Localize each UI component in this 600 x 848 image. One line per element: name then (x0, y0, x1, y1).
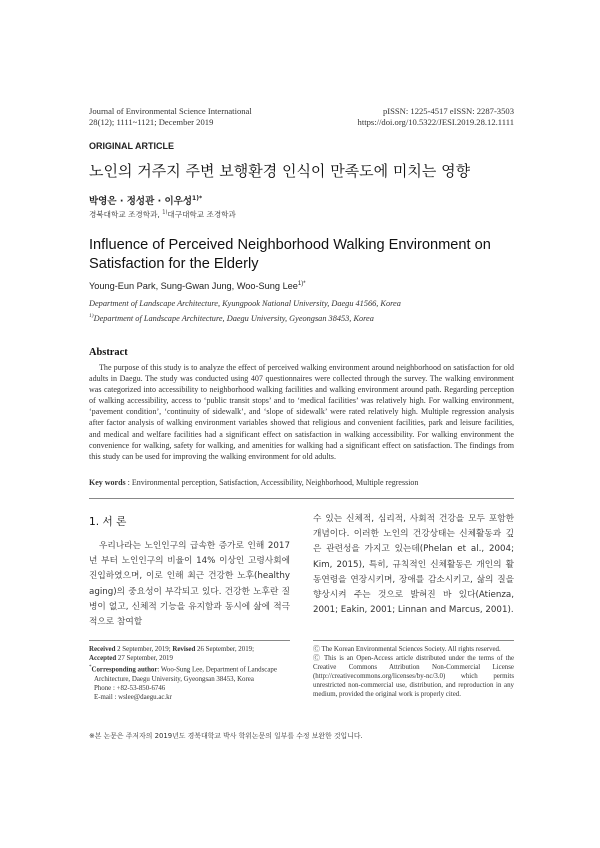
footnote-left (89, 645, 294, 702)
english-affiliations (89, 297, 401, 325)
section1-left-paragraph: 우리나라는 노인인구의 급속한 증가로 인해 2017년 부터 노인인구의 비율이 14% 이상인 고령사회에 진입하였으며, 이로 인해 최근 건강한 노후(healthy aging)의 중요성이 부각되고 있다. 건강한 노후란 질병이 없고, 신체적 기능을 유지함과 동시에 삶에 적극적으로 참여할 (89, 541, 290, 628)
keywords-label: Key words (89, 478, 126, 487)
english-author-names: Young-Eun Park, Sung-Gwan Jung, Woo-Sung Lee (89, 281, 298, 292)
english-affil2-sup: 1) (89, 313, 94, 319)
english-title-line1: Influence of Perceived Neighborhood Walking Environment on (89, 237, 491, 253)
english-title-line2: Satisfaction for the Elderly (89, 256, 259, 272)
corresponding-line (89, 663, 294, 674)
license-text: Ⓒ This is an Open-Access article distributed under the terms of the Creative Commons Attribution Non-Commercial License (http://creativecommons.org/licenses/by-nc/3.0) which permits unrestricted non-commercial use, distribution, and reproduction in any medium, provided the original work is properly cited. (313, 655, 514, 699)
keywords (89, 478, 418, 487)
copyright-line: Ⓒ The Korean Environmental Sciences Society. All rights reserved. (313, 646, 501, 653)
divider (89, 498, 514, 499)
korean-affil-a: 경북대학교 조경학과, (89, 210, 163, 219)
korean-affiliation (89, 209, 236, 220)
footnote-right (313, 645, 514, 700)
korean-affil-b: 대구대학교 조경학과 (167, 210, 236, 219)
korean-author-names: 박영은 · 정성관 · 이우성 (89, 196, 193, 207)
corr-label: Corresponding author (91, 666, 158, 674)
corr-email[interactable]: E-mail : wslee@daegu.ac.kr (94, 693, 172, 701)
english-affil2-text: Department of Landscape Architecture, Daegu University, Gyeongsan 38453, Korea (93, 313, 374, 323)
corr-address: Architecture, Daegu University, Gyeongsan 38453, Korea (94, 675, 254, 683)
journal-issn: pISSN: 1225-4517 eISSN: 2287-3503 (382, 106, 514, 116)
received-label: Received (89, 646, 116, 653)
journal-header-left (89, 106, 252, 128)
journal-name: Journal of Environmental Science International (89, 106, 252, 116)
received-date: 2 September, 2019; (115, 646, 173, 653)
journal-header-right (358, 106, 514, 128)
section-heading: 1. 서 론 (89, 516, 127, 528)
received-line (89, 645, 294, 654)
english-authors (89, 281, 306, 291)
section1-right-paragraph: 수 있는 신체적, 심리적, 사회적 건강을 모두 포함한 개념이다. 이러한 노인의 건강상태는 신체활동과 깊은 관련성을 가지고 있는데(Phelan et al., 2004; Kim, 2015), 특히, 규칙적인 신체활동은 개인의 활동연령을 연장시키며, 장애를 감소시키고, 삶의 질을 향상시켜 주는 것으로 밝혀진 바 있다(Atienza, 2001; Eakin, 2001; Linnan and Marcus, 2001). (313, 514, 514, 616)
english-affil-2 (89, 310, 401, 325)
english-author-sup: 1)* (297, 281, 306, 287)
footnote-divider-left (89, 640, 290, 641)
revised-label: Revised (172, 646, 196, 653)
english-title (89, 236, 491, 274)
keywords-text: : Environmental perception, Satisfaction, Accessibility, Neighborhood, Multiple regression (125, 478, 419, 487)
article-type: ORIGINAL ARTICLE (89, 141, 174, 151)
english-affil-1: Department of Landscape Architecture, Kyungpook National University, Daegu 41566, Korea (89, 299, 401, 308)
accepted-label: Accepted (89, 655, 117, 663)
abstract-text: The purpose of this study is to analyze the effect of perceived walking environment around neighborhood on satisfaction for old adults in Daegu. The study was conducted using 407 questionnaires were collected through the survey. The walking environment was categorized into accessibility to neighborhood walking facilities and walking environment around path. Regarding perception of walking accessibility, access to ‘public transit stops’ and to ‘medical facilities’ was relatively high. For walking environment, ‘pavement condition’, ‘continuity of sidewalk’, and ‘slope of sidewalk’ were rated relatively high. Multiple regression analysis after factor analysis of walking environment variables showed that religious and convenient facilities, park and leisure facilities, and medical and welfare facilities had a significant effect on satisfaction in walking accessibility. For walking environment the convenience for walking, safety for walking, and amenities for walking had a significant effect on satisfaction. The findings from this study can be used for improving the walking environment for old adults. (89, 363, 514, 461)
korean-authors (89, 193, 202, 207)
corr-phone: Phone : +82-53-850-6746 (94, 684, 166, 692)
corr-text: : Woo-Sung Lee, Department of Landscape (157, 666, 277, 674)
korean-author-sup: 1)* (192, 194, 203, 202)
revised-date: 26 September, 2019; (195, 646, 254, 653)
footnote-divider-right (313, 640, 514, 641)
journal-volume: 28(12); 1111~1121; December 2019 (89, 117, 214, 127)
korean-title: 노인의 거주지 주변 보행환경 인식이 만족도에 미치는 영향 (89, 162, 471, 180)
journal-doi[interactable]: https://doi.org/10.5322/JESI.2019.28.12.1111 (357, 117, 514, 127)
corr-sup: * (89, 665, 92, 671)
abstract-heading: Abstract (89, 347, 128, 358)
accepted-line (89, 654, 294, 663)
accepted-date: 27 September, 2019 (116, 655, 173, 663)
korean-affil-sup: 1) (162, 209, 168, 216)
funding-note: ※본 논문은 주저자의 2019년도 경북대학교 박사 학위논문의 일부를 수정 보완한 것입니다. (89, 732, 363, 740)
